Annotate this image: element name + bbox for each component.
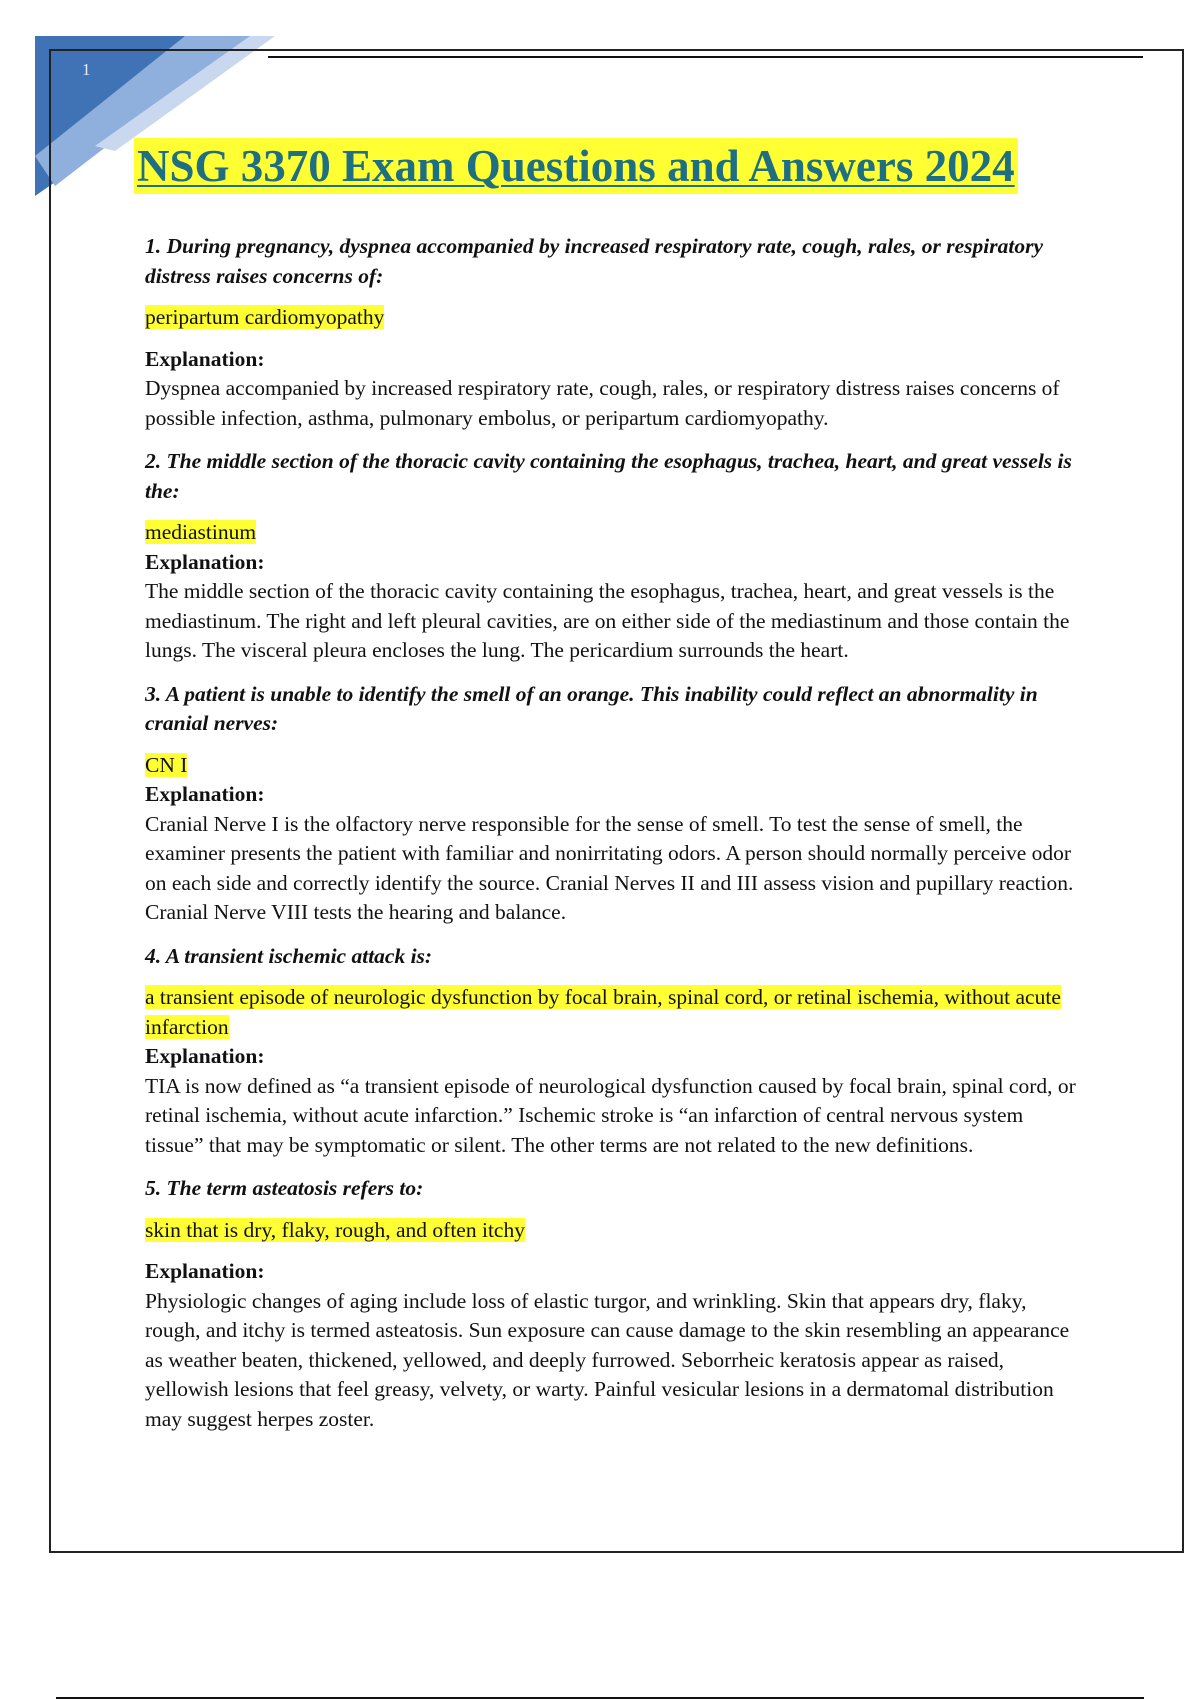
answer-text: skin that is dry, flaky, rough, and often itchy bbox=[145, 1217, 525, 1242]
answer-text: mediastinum bbox=[145, 520, 257, 544]
explanation-text: Dyspnea accompanied by increased respiratory rate, cough, rales, or respiratory distress raises concerns of possible infection, asthma, pulmonary embolus, or peripartum cardiomyopathy. bbox=[145, 376, 1060, 430]
explanation-label: Explanation: bbox=[145, 346, 265, 371]
explanation-label: Explanation: bbox=[145, 549, 265, 574]
answer-highlight bbox=[145, 751, 1085, 781]
question-text: 4. A transient ischemic attack is: bbox=[145, 943, 433, 968]
footer-rule bbox=[56, 1697, 1144, 1699]
explanation-label: Explanation: bbox=[145, 1044, 265, 1068]
explanation-label: Explanation: bbox=[145, 782, 265, 806]
question-text: 1. During pregnancy, dyspnea accompanied by increased respiratory rate, cough, rales, or respiratory distress raises concerns of: bbox=[145, 234, 1044, 288]
answer-highlight bbox=[145, 1216, 1085, 1246]
qa-item-1 bbox=[145, 232, 1085, 433]
qa-content bbox=[145, 232, 1085, 1448]
answer-highlight bbox=[145, 518, 1085, 548]
answer-highlight bbox=[145, 303, 1085, 333]
explanation-text: The middle section of the thoracic cavity containing the esophagus, trachea, heart, and great vessels is the mediastinum. The right and left pleural cavities, are on either side of the mediastinum and those contain the lungs. The visceral pleura encloses the lung. The pericardium surrounds the heart. bbox=[145, 579, 1070, 662]
document-title: NSG 3370 Exam Questions and Answers 2024 bbox=[134, 138, 1018, 194]
answer-text: peripartum cardiomyopathy bbox=[145, 305, 385, 329]
answer-text: a transient episode of neurologic dysfunction by focal brain, spinal cord, or retinal ischemia, without acute infarction bbox=[145, 985, 1061, 1039]
qa-item-3 bbox=[145, 680, 1085, 928]
explanation-text: Physiologic changes of aging include loss of elastic turgor, and wrinkling. Skin that appears dry, flaky, rough, and itchy is termed asteatosis. Sun exposure can cause damage to the skin resembling an appearance as weather beaten, thickened, yellowed, and deeply furrowed. Seborrheic keratosis appear as raised, yellowish lesions that feel greasy, velvety, or warty. Painful vesicular lesions in a dermatomal distribution may suggest herpes zoster. bbox=[145, 1288, 1070, 1431]
explanation-text: Cranial Nerve I is the olfactory nerve responsible for the sense of smell. To test the sense of smell, the examiner presents the patient with familiar and nonirritating odors. A person should normally perceive odor on each side and correctly identify the source. Cranial Nerves II and III assess vision and pupillary reaction. Cranial Nerve VIII tests the hearing and balance. bbox=[145, 811, 1074, 924]
answer-highlight bbox=[145, 983, 1085, 1042]
explanation-text: TIA is now defined as “a transient episode of neurological dysfunction caused by focal brain, spinal cord, or retinal ischemia, without acute infarction.” Ischemic stroke is “an infarction of central nervous system tissue” that may be symptomatic or silent. The other terms are not related to the new definitions. bbox=[145, 1073, 1076, 1157]
qa-item-2 bbox=[145, 447, 1085, 666]
answer-text: CN I bbox=[145, 752, 188, 777]
qa-item-4 bbox=[145, 942, 1085, 1161]
question-text: 5. The term asteatosis refers to: bbox=[145, 1176, 424, 1200]
question-text: 3. A patient is unable to identify the smell of an orange. This inability could reflect an abnormality in cranial nerves: bbox=[145, 681, 1038, 735]
page-number: 1 bbox=[82, 60, 91, 79]
explanation-label: Explanation: bbox=[145, 1259, 265, 1283]
qa-item-5 bbox=[145, 1174, 1085, 1434]
question-text: 2. The middle section of the thoracic cavity containing the esophagus, trachea, heart, and great vessels is the: bbox=[145, 449, 1072, 503]
